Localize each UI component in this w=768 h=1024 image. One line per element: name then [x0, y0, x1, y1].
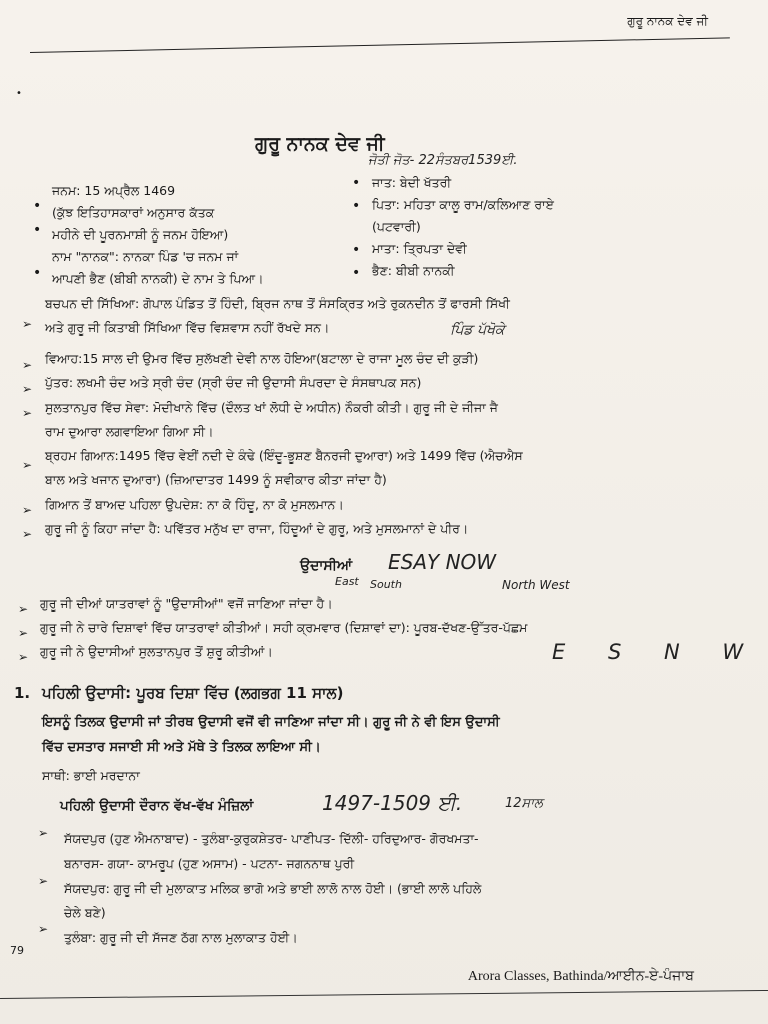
- birth-line: ਜਨਮ: 15 ਅਪ੍ਰੈਲ 1469: [52, 183, 176, 198]
- bullet-dot: •: [33, 198, 42, 214]
- arrow-bullet-icon: ➢: [22, 527, 33, 541]
- service-line: ਸੁਲਤਾਨਪੁਰ ਵਿੱਚ ਸੇਵਾ: ਮੋਦੀਖਾਨੇ ਵਿੱਚ (ਦੌਲਤ ਖਾਂ ਲੋਧੀ ਦੇ ਅਧੀਨ) ਨੌਕਰੀ ਕੀਤੀ। ਗੁਰੂ ਜੀ ਦੇ ਜੀਜਾ ਜੈ: [45, 400, 498, 415]
- birth-note-line: (ਕੁੱਝ ਇਤਿਹਾਸਕਾਰਾਂ ਅਨੁਸਾਰ ਕੱਤਕ: [52, 205, 215, 220]
- route-line: ਬਨਾਰਸ- ਗਯਾ- ਕਾਮਰੂਪ (ਹੁਣ ਅਸਾਮ) - ਪਟਨਾ- ਜਗਨਨਾਥ ਪੁਰੀ: [64, 856, 355, 871]
- margin-dot: •: [16, 88, 22, 99]
- birth-note-line: ਮਹੀਨੇ ਦੀ ਪੂਰਨਮਾਸ਼ੀ ਨੂੰ ਜਨਮ ਹੋਇਆ): [52, 227, 229, 242]
- page-title: ਗੁਰੂ ਨਾਨਕ ਦੇਵ ਜੀ: [255, 133, 385, 155]
- udasis-heading: ਉਦਾਸੀਆਂ: [300, 558, 353, 574]
- section-number: 1.: [14, 684, 31, 702]
- arrow-bullet-icon: ➢: [22, 317, 33, 331]
- handwritten-village-note: ਪਿੰਡ ਪੱਖੋਕੇ: [450, 322, 505, 338]
- route-line: ਸੱਯਦਪੁਰ (ਹੁਣ ਐਮਨਾਬਾਦ) - ਤੁਲੰਬਾ-ਕੁਰੁਕਸ਼ੇਤਰ- ਪਾਣੀਪਤ- ਦਿੱਲੀ- ਹਰਿਦੁਆਰ- ਗੋਰਖਮਤਾ-: [64, 831, 479, 846]
- father-line: ਪਿਤਾ: ਮਹਿਤਾ ਕਾਲੂ ਰਾਮ/ਕਲਿਆਣ ਰਾਏ: [372, 197, 554, 212]
- enlightenment-line: ਬਾਲ ਅਤੇ ਖਜਾਨ ਦੁਆਰਾ) (ਜ਼ਿਆਦਾਤਰ 1499 ਨੂੰ ਸਵੀਕਾਰ ਕੀਤਾ ਜਾਂਦਾ ਹੈ): [45, 472, 387, 487]
- publisher-footer: Arora Classes, Bathinda/ਆਈਨ-ਏ-ਪੰਜਾਬ: [467, 969, 694, 984]
- caste-line: ਜਾਤ: ਬੇਦੀ ਖੱਤਰੀ: [372, 175, 452, 190]
- name-origin-line: ਨਾਮ "ਨਾਨਕ": ਨਾਨਕਾ ਪਿੰਡ 'ਚ ਜਨਮ ਜਾਂ: [52, 249, 239, 264]
- arrow-bullet-icon: ➢: [38, 826, 49, 840]
- udasi-info-line: ਗੁਰੂ ਜੀ ਨੇ ਚਾਰੇ ਦਿਸ਼ਾਵਾਂ ਵਿੱਚ ਯਾਤਰਾਵਾਂ ਕੀਤੀਆਂ। ਸਹੀ ਕ੍ਰਮਵਾਰ (ਦਿਸ਼ਾਵਾਂ ਦਾ): ਪੂਰਬ-ਦੱਖਣ-ਉੱਤਰ-ਪੱਛਮ: [40, 620, 528, 635]
- saidpur-line: ਚੇਲੇ ਬਣੇ): [64, 905, 106, 920]
- handwritten-years-note: 1497-1509 ਈ.: [322, 791, 463, 815]
- handwritten-south-note: South: [370, 578, 402, 591]
- sons-line: ਪੁੱਤਰ: ਲਖਮੀ ਚੰਦ ਅਤੇ ਸ੍ਰੀ ਚੰਦ (ਸ੍ਰੀ ਚੰਦ ਜੀ ਉਦਾਸੀ ਸੰਪਰਦਾ ਦੇ ਸੰਸਥਾਪਕ ਸਨ): [45, 375, 422, 390]
- education-line: ਬਚਪਨ ਦੀ ਸਿੱਖਿਆ: ਗੋਪਾਲ ਪੰਡਿਤ ਤੋਂ ਹਿੰਦੀ, ਬ੍ਰਿਜ ਨਾਥ ਤੋਂ ਸੰਸਕ੍ਰਿਤ ਅਤੇ ਰੁਕਨਦੀਨ ਤੋਂ ਫਾਰਸੀ ਸਿੱਖੀ: [45, 296, 510, 311]
- bio-right-column: [372, 172, 712, 282]
- arrow-bullet-icon: ➢: [22, 503, 33, 517]
- name-origin-line: ਆਪਣੀ ਭੈਣ (ਬੀਬੀ ਨਾਨਕੀ) ਦੇ ਨਾਮ ਤੇ ਪਿਆ।: [52, 271, 264, 286]
- arrow-bullet-icon: ➢: [38, 922, 49, 936]
- first-udasi-heading: ਪਹਿਲੀ ਉਦਾਸੀ: ਪੂਰਬ ਦਿਸ਼ਾ ਵਿੱਚ (ਲਗਭਗ 11 ਸਾਲ): [42, 684, 344, 702]
- first-sermon-line: ਗਿਆਨ ਤੋਂ ਬਾਅਦ ਪਹਿਲਾ ਉਪਦੇਸ਼: ਨਾ ਕੋ ਹਿੰਦੂ, ਨਾ ਕੋ ਮੁਸਲਮਾਨ।: [45, 497, 344, 512]
- arrow-bullet-icon: ➢: [18, 650, 29, 664]
- arrow-bullet-icon: ➢: [22, 406, 33, 420]
- arrow-bullet-icon: ➢: [22, 382, 33, 396]
- marriage-line: ਵਿਆਹ:15 ਸਾਲ ਦੀ ਉਮਰ ਵਿੱਚ ਸੁਲੱਖਣੀ ਦੇਵੀ ਨਾਲ ਹੋਇਆ(ਬਟਾਲਾ ਦੇ ਰਾਜਾ ਮੂਲ ਚੰਦ ਦੀ ਕੁੜੀ): [45, 351, 479, 366]
- education-line: ਅਤੇ ਗੁਰੂ ਜੀ ਕਿਤਾਬੀ ਸਿੱਖਿਆ ਵਿੱਚ ਵਿਸ਼ਵਾਸ ਨਹੀਂ ਰੱਖਦੇ ਸਨ।: [45, 320, 330, 335]
- arrow-bullet-icon: ➢: [38, 874, 49, 888]
- running-head: ਗੁਰੂ ਨਾਨਕ ਦੇਵ ਜੀ: [627, 14, 708, 28]
- bullet-dot: •: [352, 242, 361, 258]
- handwritten-esnw-note: E S N W: [552, 640, 762, 664]
- footer-rule: [0, 990, 768, 999]
- stages-line: ਪਹਿਲੀ ਉਦਾਸੀ ਦੌਰਾਨ ਵੱਖ-ਵੱਖ ਮੰਜ਼ਿਲਾਂ: [60, 798, 254, 814]
- arrow-bullet-icon: ➢: [18, 602, 29, 616]
- udasi-info-line: ਗੁਰੂ ਜੀ ਨੇ ਉਦਾਸੀਆਂ ਸੁਲਤਾਨਪੁਰ ਤੋਂ ਸ਼ੁਰੂ ਕੀਤੀਆਂ।: [40, 644, 273, 659]
- bullet-dot: •: [33, 222, 42, 238]
- handwritten-duration-note: 12ਸਾਲ: [505, 796, 543, 811]
- bullet-dot: •: [352, 198, 361, 214]
- sister-line: ਭੈਣ: ਬੀਬੀ ਨਾਨਕੀ: [372, 263, 455, 278]
- handwritten-east-note: East: [335, 575, 359, 588]
- service-line: ਰਾਮ ਦੁਆਰਾ ਲਗਵਾਇਆ ਗਿਆ ਸੀ।: [45, 424, 214, 439]
- bullet-dot: •: [352, 175, 361, 191]
- handwritten-esay-note: ESAY NOW: [388, 550, 497, 574]
- enlightenment-line: ਬ੍ਰਹਮ ਗਿਆਨ:1495 ਵਿੱਚ ਵੇਈਂ ਨਦੀ ਦੇ ਕੰਢੇ (ਇੰਦੂ-ਭੂਸ਼ਣ ਬੈਨਰਜੀ ਦੁਆਰਾ) ਅਤੇ 1499 ਵਿੱਚ (ਐਚਐਸ: [45, 448, 523, 463]
- honorific-line: ਗੁਰੂ ਜੀ ਨੂੰ ਕਿਹਾ ਜਾਂਦਾ ਹੈ: ਪਵਿੱਤਰ ਮਨੁੱਖ ਦਾ ਰਾਜਾ, ਹਿੰਦੂਆਂ ਦੇ ਗੁਰੂ, ਅਤੇ ਮੁਸਲਮਾਨਾਂ ਦੇ ਪੀਰ।: [45, 521, 469, 536]
- first-udasi-paragraph: ਵਿੱਚ ਦਸਤਾਰ ਸਜਾਈ ਸੀ ਅਤੇ ਮੱਥੇ ਤੇ ਤਿਲਕ ਲਾਇਆ ਸੀ।: [42, 740, 321, 755]
- saidpur-line: ਸੱਯਦਪੁਰ: ਗੁਰੂ ਜੀ ਦੀ ਮੁਲਾਕਾਤ ਮਲਿਕ ਭਾਗੋ ਅਤੇ ਭਾਈ ਲਾਲੋ ਨਾਲ ਹੋਈ। (ਭਾਈ ਲਾਲੋ ਪਹਿਲੇ: [64, 881, 482, 896]
- udasi-info-line: ਗੁਰੂ ਜੀ ਦੀਆਂ ਯਾਤਰਾਵਾਂ ਨੂੰ "ਉਦਾਸੀਆਂ" ਵਜੋਂ ਜਾਣਿਆ ਜਾਂਦਾ ਹੈ।: [40, 596, 333, 611]
- first-udasi-paragraph: ਇਸਨੂੰ ਤਿਲਕ ਉਦਾਸੀ ਜਾਂ ਤੀਰਥ ਉਦਾਸੀ ਵਜੋਂ ਵੀ ਜਾਣਿਆ ਜਾਂਦਾ ਸੀ। ਗੁਰੂ ਜੀ ਨੇ ਵੀ ਇਸ ਉਦਾਸੀ: [42, 715, 500, 730]
- bullet-dot: •: [33, 265, 42, 281]
- arrow-bullet-icon: ➢: [22, 458, 33, 472]
- handwritten-date-note: ਜੋਤੀ ਜੋਤ- 22ਸੰਤਬਰ1539ਈ.: [368, 153, 518, 168]
- handwritten-northwest-note: North West: [502, 578, 570, 592]
- tulamba-line: ਤੁਲੰਬਾ: ਗੁਰੂ ਜੀ ਦੀ ਸੱਜਣ ਠੱਗ ਨਾਲ ਮੁਲਾਕਾਤ ਹੋਈ।: [64, 930, 298, 945]
- companion-line: ਸਾਥੀ: ਭਾਈ ਮਰਦਾਨਾ: [42, 768, 140, 783]
- header-rule: [30, 37, 730, 53]
- mother-line: ਮਾਤਾ: ਤ੍ਰਿਪਤਾ ਦੇਵੀ: [372, 241, 467, 256]
- bullet-dot: •: [352, 265, 361, 281]
- bio-left-column: [52, 180, 342, 290]
- father-line: (ਪਟਵਾਰੀ): [372, 219, 421, 234]
- arrow-bullet-icon: ➢: [18, 626, 29, 640]
- page-number: 79: [10, 944, 24, 957]
- arrow-bullet-icon: ➢: [22, 358, 33, 372]
